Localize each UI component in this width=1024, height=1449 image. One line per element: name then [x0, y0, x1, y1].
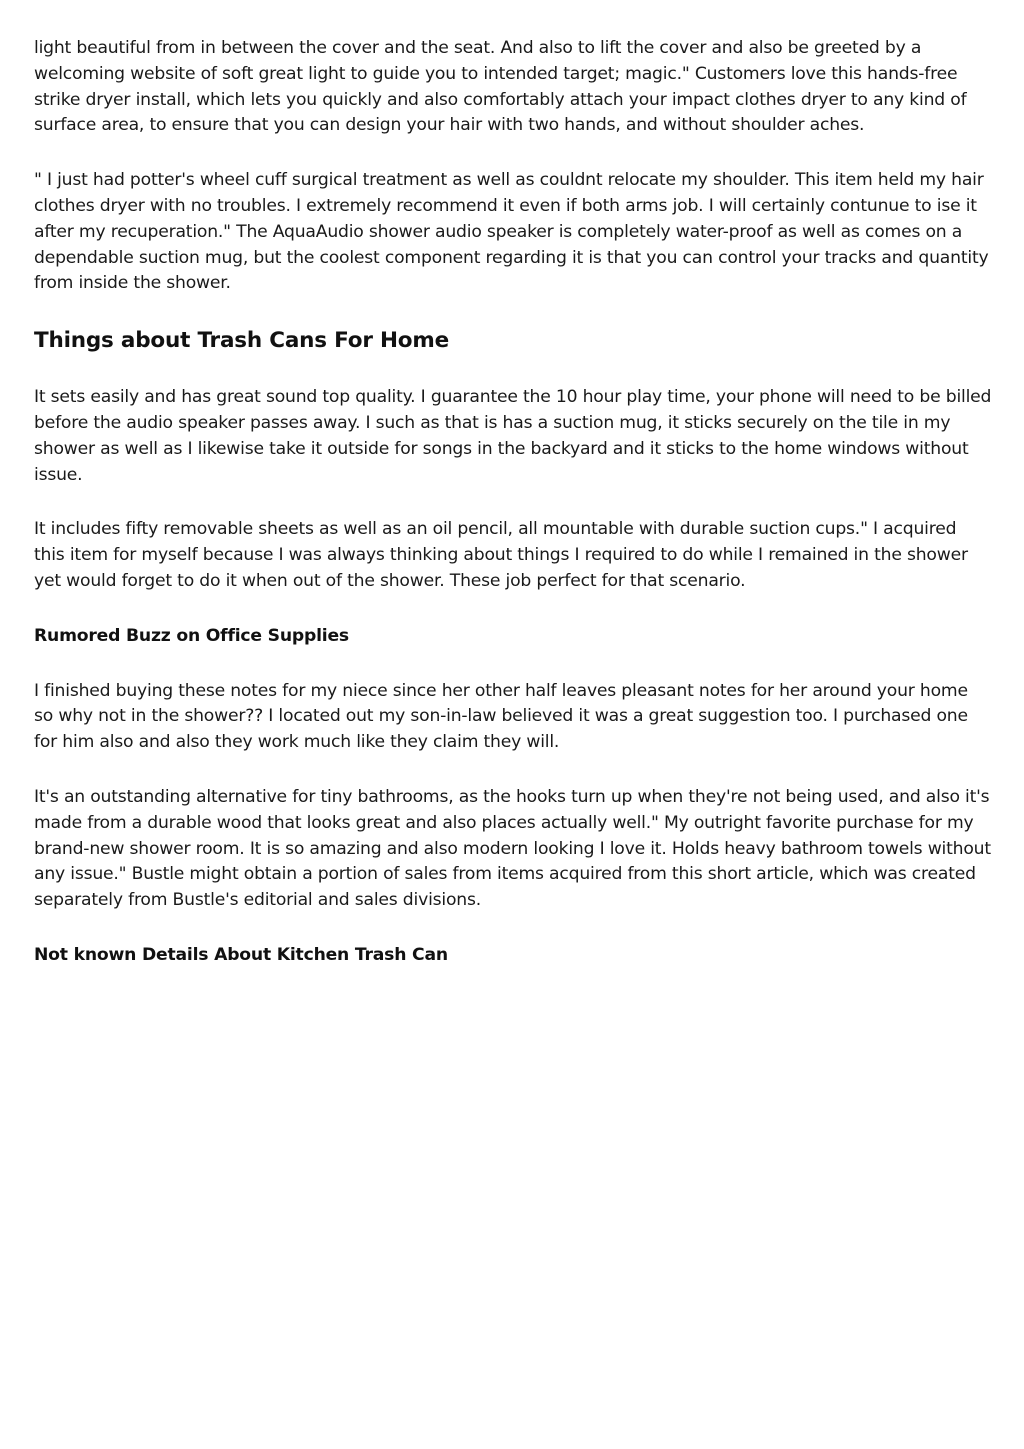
- article-body: [34, 36, 992, 998]
- article-paragraph: It includes fifty removable sheets as well as an oil pencil, all mountable with durable suction cups." I acquired this item for myself because I was always thinking about things I required to do while I remained in the shower yet would forget to do it when out of the shower. These job perfect for that scenario.: [34, 519, 968, 591]
- article-paragraph: It's an outstanding alternative for tiny bathrooms, as the hooks turn up when they're not being used, and also it's made from a durable wood that looks great and also places actually well." My outright favorite purchase for my brand-new shower room. It is so amazing and also modern looking I love it. Holds heavy bathroom towels without any issue." Bustle might obtain a portion of sales from items acquired from this short article, which was created separately from Bustle's editorial and sales divisions.: [34, 786, 991, 911]
- article-paragraph: " I just had potter's wheel cuff surgical treatment as well as couldnt relocate my shoulder. This item held my hair clothes dryer with no troubles. I extremely recommend it even if both arms job. I will certainly contunue to ise it after my recuperation." The AquaAudio shower audio speaker is completely water-proof as well as comes on a dependable suction mug, but the coolest component regarding it is that you can control your tracks and quantity from inside the shower.: [34, 170, 989, 294]
- article-paragraph: light beautiful from in between the cover and the seat. And also to lift the cover and also be greeted by a welcoming website of soft great light to guide you to intended target; magic." Customers love this hands-free strike dryer install, which lets you quickly and also comfortably attach your impact clothes dryer to any kind of surface area, to ensure that you can design your hair with two hands, and without shoulder aches.: [34, 38, 967, 136]
- subsection-heading: Not known Details About Kitchen Trash Can: [34, 944, 448, 965]
- subsection-heading: Rumored Buzz on Office Supplies: [34, 625, 349, 646]
- article-paragraph: It sets easily and has great sound top quality. I guarantee the 10 hour play time, your phone will need to be billed before the audio speaker passes away. I such as that is has a suction mug, it sticks securely on the tile in my shower as well as I likewise take it outside for songs in the backyard and it sticks to the home windows without issue.: [34, 387, 992, 485]
- section-heading: Things about Trash Cans For Home: [34, 328, 449, 354]
- article-paragraph: I finished buying these notes for my niece since her other half leaves pleasant notes for her around your home so why not in the shower?? I located out my son-in-law believed it was a great suggestion too. I purchased one for him also and also they work much like they claim they will.: [34, 680, 968, 753]
